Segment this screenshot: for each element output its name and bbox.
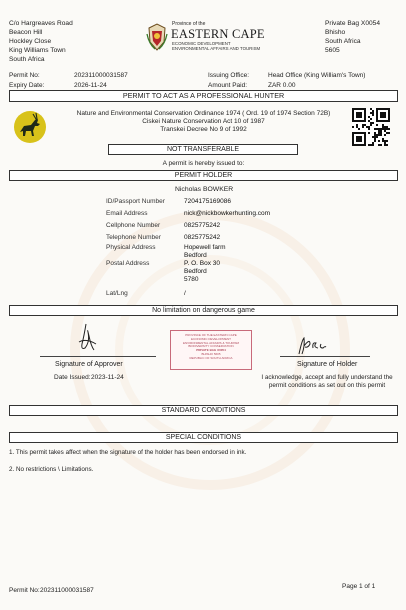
qr-code bbox=[352, 108, 390, 146]
holder-acknowledgement bbox=[256, 374, 398, 390]
telephone-label: Telephone Number bbox=[106, 234, 161, 241]
approver-signature-line bbox=[40, 356, 156, 357]
conservation-logo-icon bbox=[13, 110, 47, 144]
email-label: Email Address bbox=[106, 210, 148, 217]
footer-permit-no-label: Permit No: bbox=[9, 587, 40, 594]
stamp-line: ENVIRONMENTAL AFFAIRS & TOURISM bbox=[182, 340, 240, 345]
address-line: Hopewell farm bbox=[184, 244, 226, 251]
expiry-label: Expiry Date: bbox=[9, 82, 45, 89]
address-line: Bhisho bbox=[325, 29, 346, 36]
stamp-line: PROVINCE OF THE EASTERN CAPE bbox=[185, 333, 237, 337]
physical-address-label: Physical Address bbox=[106, 244, 156, 251]
condition-2: 2. No restrictions \ Limitations. bbox=[9, 466, 94, 473]
address-line: Bedford bbox=[184, 252, 207, 259]
legislation-line: Ciskei Nature Conservation Act 10 of 1987 bbox=[142, 118, 265, 125]
address-line: 5780 bbox=[184, 276, 199, 283]
coat-of-arms-icon bbox=[146, 22, 168, 52]
telephone-value: 0825775242 bbox=[184, 234, 221, 241]
postal-address-value bbox=[184, 260, 220, 284]
department-stamp bbox=[170, 330, 252, 370]
page-number: Page 1 of 1 bbox=[342, 583, 376, 590]
stamp-line: PRIVATE BAG X0054 bbox=[196, 348, 226, 352]
address-line: Hockley Close bbox=[9, 38, 52, 45]
holder-name: Nicholas BOWKER bbox=[175, 186, 234, 193]
address-line: King Williams Town bbox=[9, 47, 66, 54]
address-line: Bedford bbox=[184, 268, 207, 275]
standard-conditions-heading: STANDARD CONDITIONS bbox=[9, 405, 398, 416]
permit-title: PERMIT TO ACT AS A PROFESSIONAL HUNTER bbox=[9, 90, 398, 102]
province-name: EASTERN CAPE bbox=[171, 27, 265, 41]
address-line: 5605 bbox=[325, 47, 340, 54]
amount-paid-label: Amount Paid: bbox=[208, 82, 248, 89]
latlng-value: / bbox=[184, 290, 186, 297]
legislation-line: Nature and Environmental Conservation Ordinance 1974 ( Ord. 19 of 1974 Section 72B) bbox=[76, 110, 331, 117]
not-transferable-notice: NOT TRANSFERABLE bbox=[108, 144, 298, 155]
department-line-2: ENVIRONMENTAL AFFAIRS AND TOURISM bbox=[172, 46, 261, 51]
postal-address-label: Postal Address bbox=[106, 260, 150, 267]
email-value: nick@nickbowkerhunting.com bbox=[184, 210, 271, 217]
stamp-line: ECONOMIC DEVELOPMENT bbox=[190, 336, 231, 341]
acknowledgement-line: I acknowledge, accept and fully understand the bbox=[261, 374, 393, 381]
expiry-value: 2026-11-24 bbox=[74, 82, 107, 89]
id-value: 7204175169086 bbox=[184, 198, 231, 205]
latlng-label: Lat/Lng bbox=[106, 290, 128, 297]
footer-permit-no-value: 202311000031587 bbox=[40, 587, 94, 594]
cellphone-label: Cellphone Number bbox=[106, 222, 161, 229]
id-label: ID/Passport Number bbox=[106, 198, 165, 205]
limitation-notice: No limitation on dangerous game bbox=[9, 305, 398, 316]
department-line-1: ECONOMIC DEVELOPMENT bbox=[172, 41, 231, 46]
legislation-line: Transkei Decree No 9 of 1992 bbox=[160, 126, 247, 133]
permit-holder-heading: PERMIT HOLDER bbox=[9, 170, 398, 181]
physical-address-value bbox=[184, 244, 226, 260]
address-line: P. O. Box 30 bbox=[184, 260, 221, 267]
special-conditions-heading: SPECIAL CONDITIONS bbox=[9, 432, 398, 443]
stamp-line: REPUBLIC OF SOUTH AFRICA bbox=[189, 355, 233, 360]
approver-signature-icon bbox=[76, 322, 100, 356]
date-issued-label: Date Issued: bbox=[54, 374, 91, 381]
amount-paid-value: ZAR 0.00 bbox=[268, 82, 296, 89]
address-line: C/o Hargreaves Road bbox=[9, 20, 73, 27]
address-line: Private Bag X0054 bbox=[325, 20, 380, 27]
permit-no-label: Permit No: bbox=[9, 72, 40, 79]
department-address bbox=[325, 19, 380, 55]
issued-to-text: A permit is hereby issued to: bbox=[162, 160, 245, 167]
date-issued-value: 2023-11-24 bbox=[91, 374, 124, 381]
legislation bbox=[60, 110, 347, 134]
permit-no-value: 202311000031587 bbox=[74, 72, 128, 79]
issuing-office-label: Issuing Office: bbox=[208, 72, 250, 79]
acknowledgement-line: permit conditions as set out on this permit bbox=[268, 382, 386, 389]
province-prefix: Province of the bbox=[172, 21, 206, 27]
holder-signature-icon bbox=[296, 334, 330, 356]
address-line: South Africa bbox=[325, 38, 361, 45]
stamp-line: BHISHO 5605 bbox=[201, 351, 221, 356]
stamp-line: BIODIVERSITY CONSERVATION bbox=[188, 344, 234, 349]
sender-address bbox=[9, 19, 73, 64]
holder-signature-line bbox=[280, 356, 370, 357]
condition-1: 1. This permit takes affect when the signature of the holder has been endorsed in ink. bbox=[9, 449, 247, 456]
cellphone-value: 0825775242 bbox=[184, 222, 221, 229]
holder-signature-label: Signature of Holder bbox=[297, 361, 358, 368]
issuing-office-value: Head Office (King William's Town) bbox=[268, 72, 366, 79]
approver-signature-label: Signature of Approver bbox=[55, 361, 123, 368]
address-line: South Africa bbox=[9, 56, 45, 63]
address-line: Beacon Hill bbox=[9, 29, 43, 36]
